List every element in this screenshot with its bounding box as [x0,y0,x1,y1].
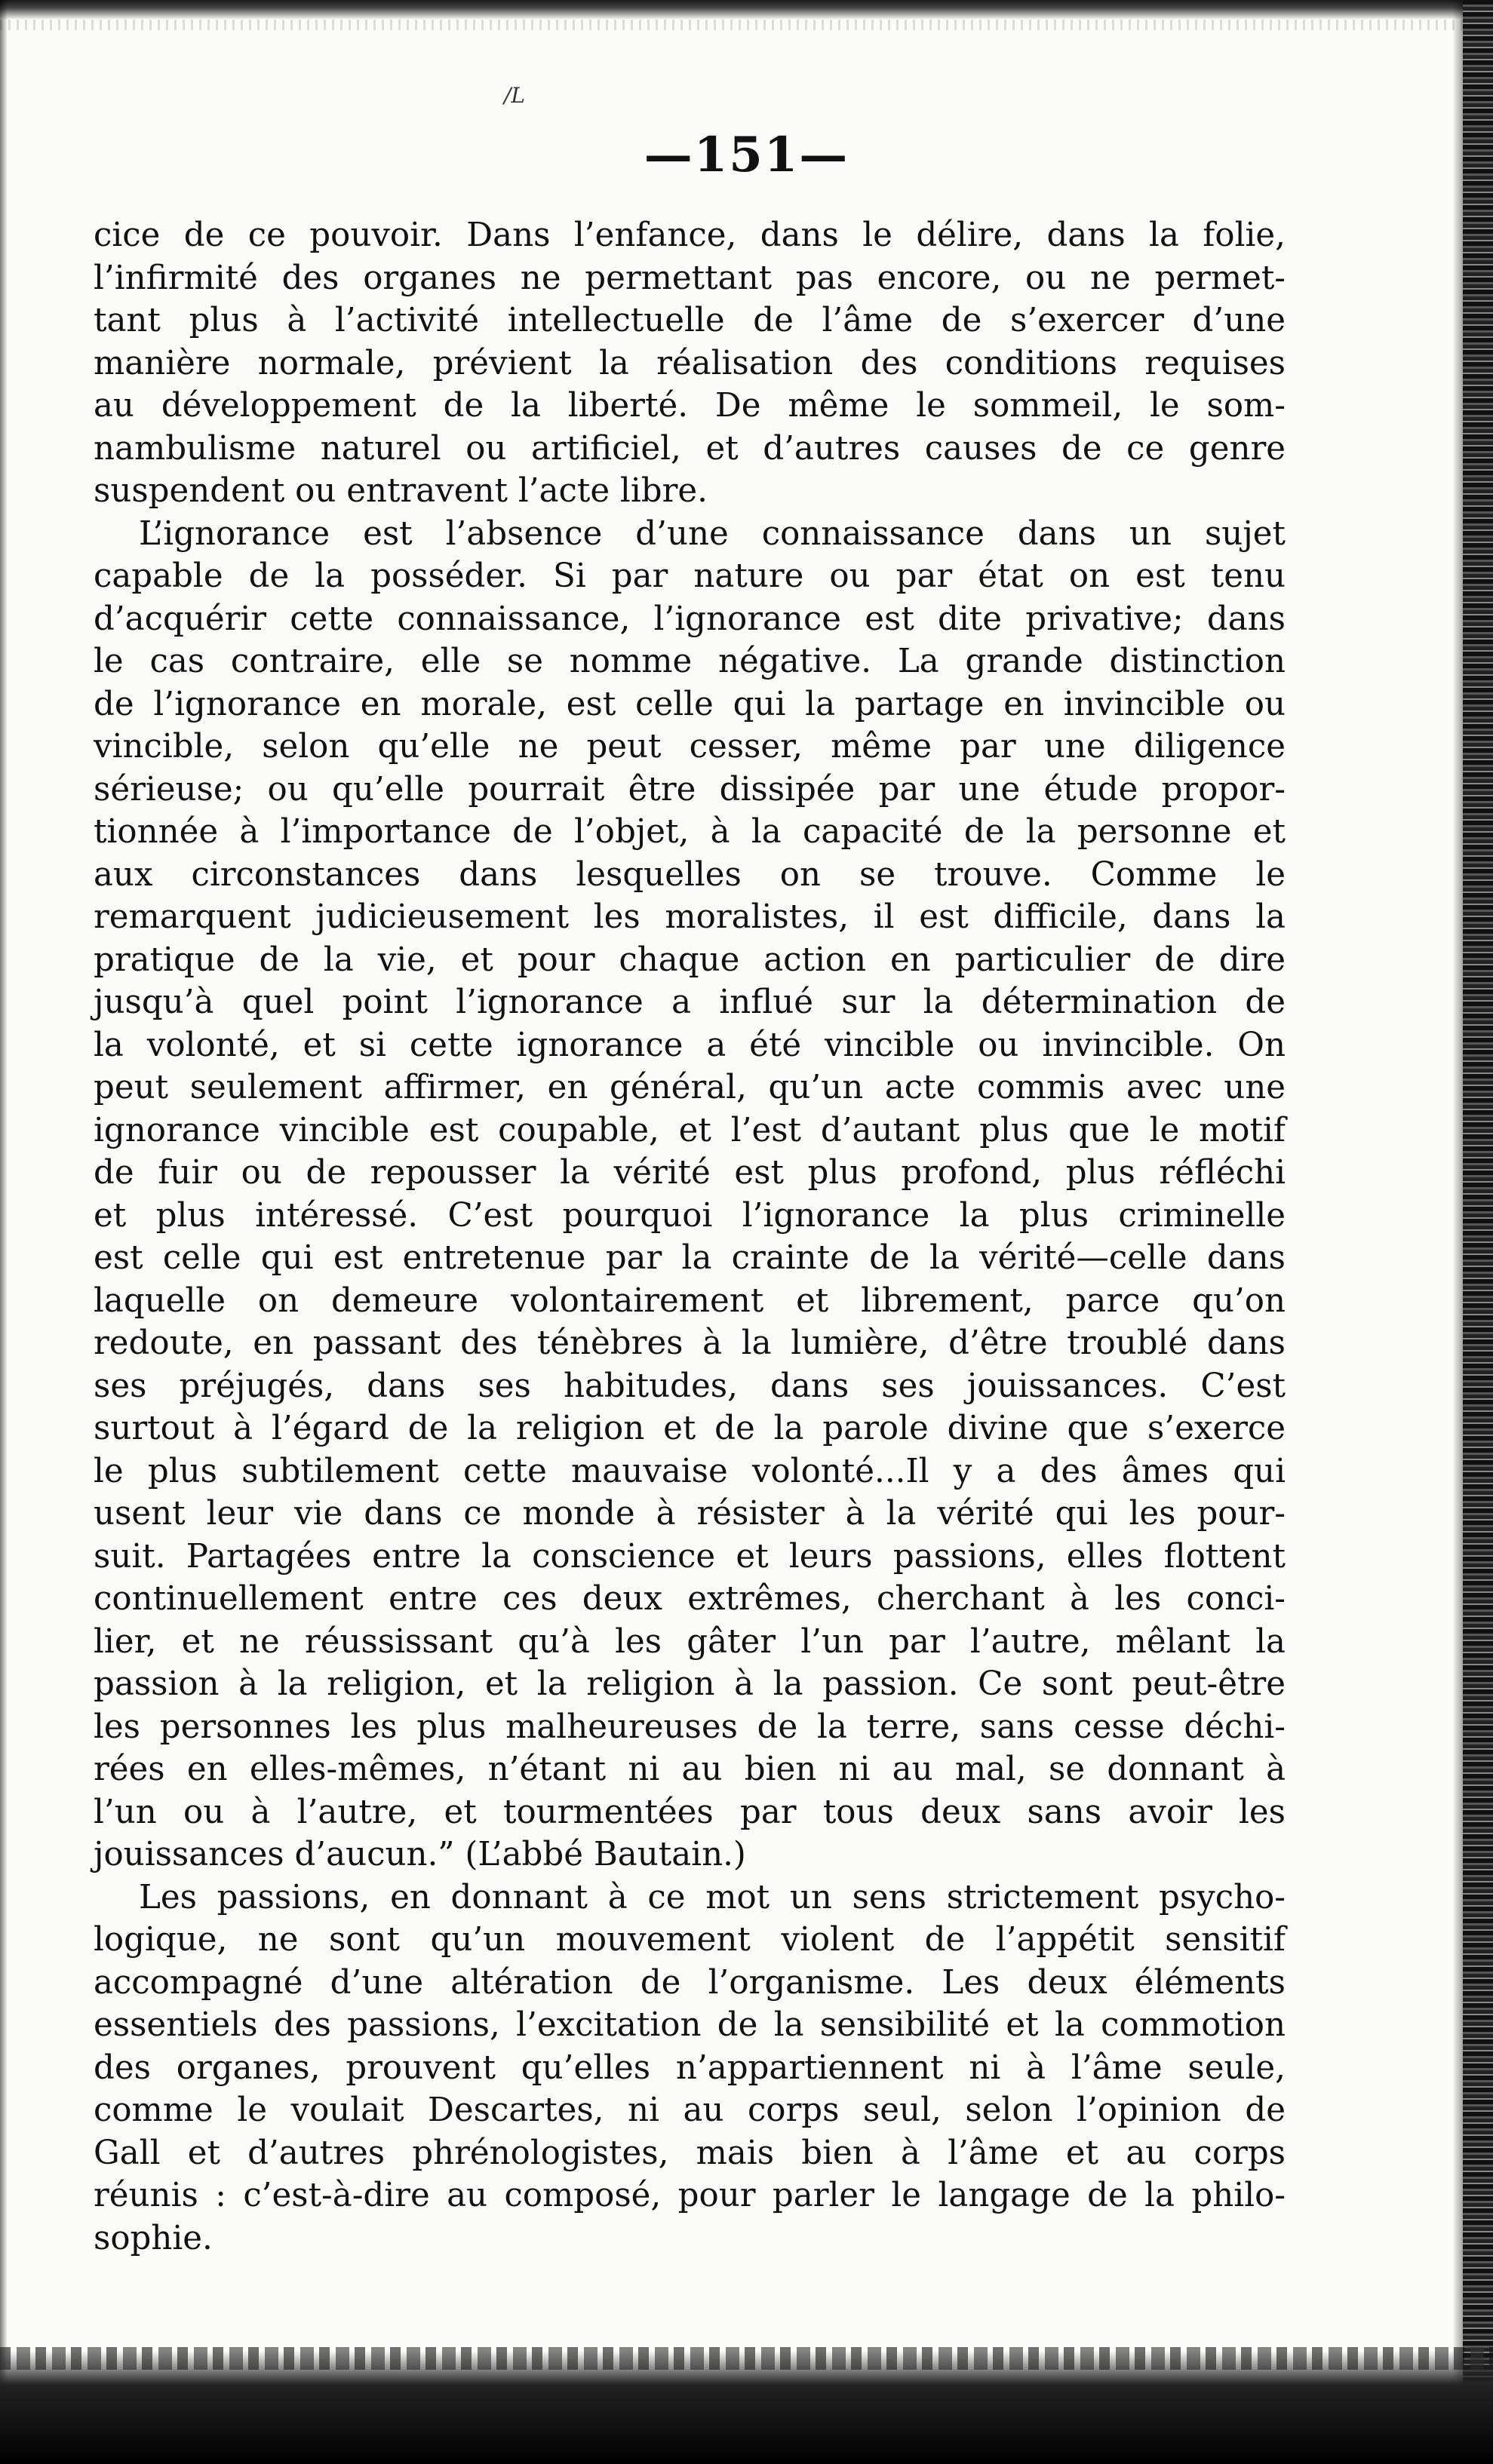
text-line: passion à la religion, et la religion à la passion. Ce sont peut-être [94,1665,1286,1703]
text-line: comme le voulait Descartes, ni au corps seul, selon l’opinion de [94,2091,1286,2129]
text-line: lier, et ne réussissant qu’à les gâter l’un par l’autre, mêlant la [94,1622,1286,1661]
text-line: usent leur vie dans ce monde à résister à la vérité qui les pour- [94,1495,1286,1533]
text-line: la volonté, et si cette ignorance a été vincible ou invincible. On [94,1026,1286,1064]
text-line: accompagné d’une altération de l’organisme. Les deux éléments [94,1963,1286,2002]
text-line: nambulisme naturel ou artificiel, et d’autres causes de ce genre [94,429,1286,468]
text-line: redoute, en passant des ténèbres à la lumière, d’être troublé dans [94,1324,1286,1362]
text-line: Gall et d’autres phrénologistes, mais bien à l’âme et au corps [94,2134,1286,2172]
text-line: est celle qui est entretenue par la crainte de la vérité—celle dans [94,1239,1286,1277]
text-line: le cas contraire, elle se nomme négative. La grande distinction [94,643,1286,680]
scan-shadow-right [1452,0,1463,2464]
text-line: manière normale, prévient la réalisation des conditions requises [94,344,1286,382]
scan-noise-top [0,20,1493,30]
page-number: —151— [644,127,849,183]
paragraph-3 [94,1876,1286,2260]
text-line: suspendent ou entravent l’acte libre. [94,472,708,510]
scan-edge-top [0,0,1493,20]
text-line: ignorance vincible est coupable, et l’est d’autant plus que le motif [94,1111,1286,1149]
scan-edge-right [1463,0,1493,2464]
text-line: essentiels des passions, l’excitation de la sensibilité et la commotion [94,2006,1286,2044]
text-line: l’un ou à l’autre, et tourmentées par tous deux sans avoir les [94,1793,1286,1831]
text-line: au développement de la liberté. De même le sommeil, le som- [94,387,1286,425]
text-line: rées en elles-mêmes, n’étant ni au bien ni au mal, se donnant à [94,1751,1286,1788]
text-line: tant plus à l’activité intellectuelle de l’âme de s’exercer d’une [94,302,1286,339]
text-line: et plus intéressé. C’est pourquoi l’ignorance la plus criminelle [94,1196,1286,1235]
text-line: suit. Partagées entre la conscience et leurs passions, elles flottent [94,1537,1286,1576]
text-line: peut seulement affirmer, en général, qu’un acte commis avec une [94,1069,1286,1106]
text-line: réunis : c’est-à-dire au composé, pour parler le langage de la philo- [94,2177,1286,2214]
text-line: cice de ce pouvoir. Dans l’enfance, dans le délire, dans la folie, [94,216,1286,254]
scan-edge-left [0,0,8,2464]
text-line: pratique de la vie, et pour chaque action en particulier de dire [94,940,1286,979]
text-line: continuellement entre ces deux extrêmes, cherchant à les conci- [94,1580,1286,1618]
text-line: L’ignorance est l’absence d’une connaissance dans un sujet [139,514,1286,553]
text-line: de fuir ou de repousser la vérité est plus profond, plus réfléchi [94,1154,1286,1192]
text-line: laquelle on demeure volontairement et librement, parce qu’on [94,1281,1286,1320]
text-line: d’acquérir cette connaissance, l’ignorance est dite privative; dans [94,600,1286,638]
text-line: jusqu’à quel point l’ignorance a influé sur la détermination de [94,983,1286,1021]
text-line: logique, ne sont qu’un mouvement violent de l’appétit sensitif [94,1921,1286,1959]
text-line: tionnée à l’importance de l’objet, à la capacité de la personne et [94,813,1286,851]
text-line: de l’ignorance en morale, est celle qui la partage en invincible ou [94,685,1286,723]
text-line: surtout à l’égard de la religion et de la parole divine que s’exerce [94,1410,1286,1447]
text-line: les personnes les plus malheureuses de la terre, sans cesse déchi- [94,1708,1286,1746]
text-line: le plus subtilement cette mauvaise volonté...Il y a des âmes qui [94,1452,1286,1490]
text-line: Les passions, en donnant à ce mot un sens strictement psycho- [139,1878,1286,1916]
text-line: ses préjugés, dans ses habitudes, dans ses jouissances. C’est [94,1367,1286,1405]
text-line: l’infirmité des organes ne permettant pas encore, ou ne permet- [94,259,1286,297]
text-line: jouissances d’aucun.” (L’abbé Bautain.) [94,1836,746,1873]
scan-edge-bottom [0,2351,1493,2464]
text-line: des organes, prouvent qu’elles n’appartiennent ni à l’âme seule, [94,2048,1286,2087]
text-line: sophie. [94,2219,213,2257]
paragraph-1 [94,214,1286,513]
margin-handwritten-mark: /L [504,83,526,108]
text-line: aux circonstances dans lesquelles on se trouve. Comme le [94,855,1286,894]
text-line: vincible, selon qu’elle ne peut cesser, même par une diligence [94,728,1286,766]
text-line: sérieuse; ou qu’elle pourrait être dissipée par une étude propor- [94,770,1286,809]
text-line: remarquent judicieusement les moralistes, il est difficile, dans la [94,898,1286,936]
paragraph-2 [94,513,1286,1876]
body-text [94,214,1286,2260]
text-line: capable de la posséder. Si par nature ou par état on est tenu [94,557,1286,595]
